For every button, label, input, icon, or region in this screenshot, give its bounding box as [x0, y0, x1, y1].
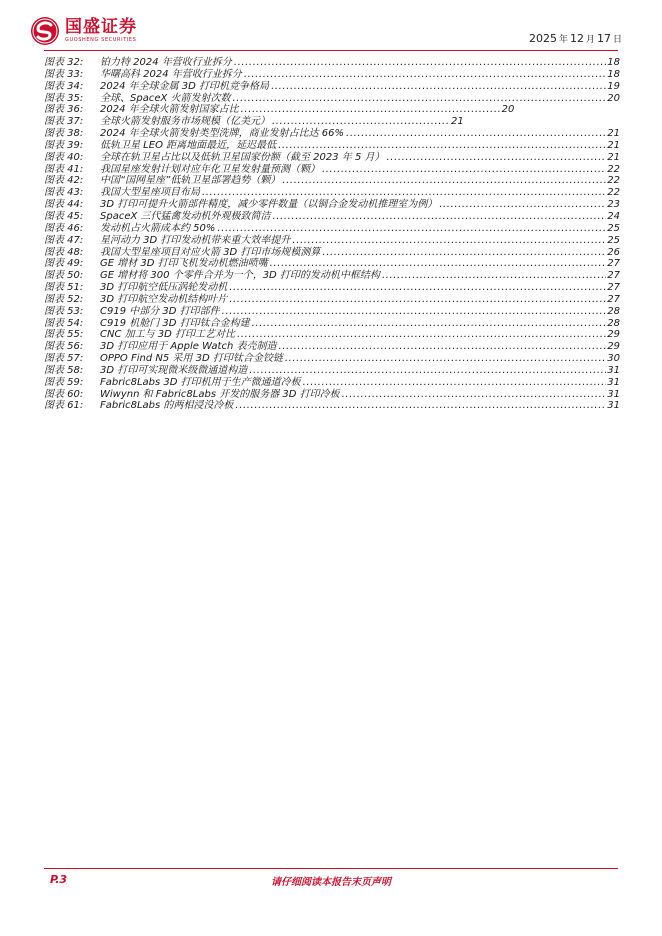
dot-leader — [303, 377, 607, 389]
figure-page-number: 26 — [607, 246, 620, 258]
figure-title: GE 增材将 300 个零件合并为一个，3D 打印的发动机中框结构 — [100, 270, 380, 282]
dot-leader — [249, 365, 606, 377]
figure-page-number: 29 — [607, 341, 620, 353]
dot-leader — [202, 187, 606, 199]
figure-label: 图表 55: — [44, 329, 84, 341]
figure-index-item[interactable] — [44, 81, 620, 93]
report-date — [529, 32, 624, 45]
dot-leader — [285, 353, 606, 365]
dot-leader — [270, 258, 607, 270]
dot-leader — [292, 235, 606, 247]
figure-index-item[interactable] — [44, 140, 620, 152]
date-month-unit: 月 — [585, 35, 595, 45]
figure-label: 图表 52: — [44, 293, 84, 305]
figure-index-item[interactable] — [44, 164, 620, 176]
figure-index-item[interactable] — [44, 187, 620, 199]
dot-leader — [278, 341, 606, 353]
figure-page-number: 31 — [607, 400, 620, 412]
figure-label: 图表 40: — [44, 151, 84, 163]
figure-label: 图表 48: — [44, 246, 84, 258]
figure-index-item[interactable] — [44, 365, 620, 377]
figure-index-item[interactable] — [44, 93, 620, 105]
dot-leader — [271, 81, 606, 93]
figure-page-number: 28 — [607, 305, 620, 317]
figure-page-number: 22 — [607, 175, 620, 187]
figure-title: GE 增材 3D 打印飞机发动机燃油喷嘴 — [100, 258, 268, 270]
guosheng-logo-icon — [30, 16, 60, 46]
header-divider — [44, 50, 618, 51]
dot-leader — [322, 164, 606, 176]
figure-page-number: 23 — [607, 199, 620, 211]
figure-page-number: 19 — [607, 80, 620, 92]
figure-index-item[interactable] — [44, 175, 620, 187]
figure-title: 2024 年全球火箭发射国家占比 — [100, 104, 239, 116]
figure-label: 图表 54: — [44, 317, 84, 329]
figure-title: 全球、SpaceX 火箭发射次数 — [100, 92, 231, 104]
figure-title: Fabric8Labs 的两相浸没冷板 — [100, 400, 234, 412]
figure-index-item[interactable] — [44, 341, 620, 353]
figure-index-item[interactable] — [44, 247, 620, 259]
figure-label: 图表 59: — [44, 376, 84, 388]
figure-label: 图表 43: — [44, 187, 84, 199]
figure-page-number: 18 — [607, 57, 620, 68]
figure-index-item[interactable] — [44, 199, 620, 211]
figure-title: CNC 加工与 3D 打印工艺对比 — [100, 329, 236, 341]
figure-label: 图表 58: — [44, 364, 84, 376]
figure-label: 图表 51: — [44, 282, 84, 294]
page-header — [0, 0, 662, 50]
figure-page-number: 25 — [607, 222, 620, 234]
figure-title: Fabric8Labs 3D 打印机用于生产微通道冷板 — [100, 376, 301, 388]
figure-label: 图表 61: — [44, 400, 84, 412]
figure-page-number: 28 — [607, 317, 620, 329]
disclaimer-note: 请仔细阅读本报告末页声明 — [271, 877, 391, 888]
figure-title: 我国大型星座项目布局 — [100, 187, 200, 199]
figure-title: 我国大型星座项目对应火箭 3D 打印市场规模测算 — [100, 246, 321, 258]
figure-label: 图表 57: — [44, 353, 84, 365]
company-logo — [30, 16, 137, 46]
dot-leader — [229, 282, 606, 294]
figure-index-item[interactable] — [44, 211, 620, 223]
figure-label: 图表 32: — [44, 57, 84, 68]
figure-label: 图表 49: — [44, 258, 84, 270]
figure-title: 华曙高科 2024 年营收行业拆分 — [100, 68, 242, 80]
dot-leader — [272, 116, 450, 128]
figure-title: 全球在轨卫星占比以及低轨卫星国家份额（截至 2023 年 5 月） — [100, 151, 385, 163]
figure-page-number: 20 — [501, 104, 515, 116]
figure-title: 铂力特 2024 年营收行业拆分 — [100, 57, 232, 68]
figure-title: 低轨卫星 LEO 距离地面最近，延迟最低 — [100, 139, 277, 151]
figure-title: 2024 年全球金属 3D 打印机竞争格局 — [100, 80, 270, 92]
dot-leader — [282, 175, 606, 187]
figure-index-item[interactable] — [44, 294, 620, 306]
figure-page-number: 27 — [607, 270, 620, 282]
figure-label: 图表 46: — [44, 222, 84, 234]
date-day-unit: 日 — [612, 35, 622, 45]
figure-label: 图表 41: — [44, 163, 84, 175]
figure-index-item[interactable] — [44, 152, 620, 164]
figure-index-item[interactable] — [44, 69, 620, 81]
figure-index-item[interactable] — [44, 258, 620, 270]
figure-label: 图表 37: — [44, 116, 84, 128]
figure-label: 图表 35: — [44, 92, 84, 104]
page-number: P.3 — [50, 873, 68, 886]
date-day: 17 — [596, 32, 611, 45]
figure-label: 图表 60: — [44, 388, 84, 400]
figure-label: 图表 36: — [44, 104, 84, 116]
dot-leader — [342, 389, 607, 401]
figure-page-number: 31 — [607, 364, 620, 376]
dot-leader — [252, 318, 607, 330]
figure-title: Wiwynn 和 Fabric8Labs 开发的服务器 3D 打印冷板 — [100, 388, 340, 400]
figure-label: 图表 44: — [44, 199, 84, 211]
figure-index-item[interactable] — [44, 389, 620, 401]
dot-leader — [229, 294, 606, 306]
dot-leader — [322, 247, 606, 259]
dot-leader — [387, 152, 607, 164]
footer-divider — [44, 868, 618, 869]
figure-label: 图表 39: — [44, 139, 84, 151]
dot-leader — [244, 69, 606, 81]
figure-title: 3D 打印航空低压涡轮发动机 — [100, 282, 228, 294]
figure-title: 我国星座发射计划对应年化卫星发射量预测（颗） — [100, 163, 320, 175]
dot-leader — [241, 104, 501, 116]
dot-leader — [278, 140, 606, 152]
figure-label: 图表 50: — [44, 270, 84, 282]
figure-page-number: 22 — [607, 187, 620, 199]
dot-leader — [222, 306, 607, 318]
dot-leader — [346, 128, 606, 140]
figure-index-item[interactable] — [44, 329, 620, 341]
figure-index-item[interactable] — [44, 116, 620, 128]
dot-leader — [439, 199, 606, 211]
dot-leader — [233, 93, 607, 105]
figure-label: 图表 47: — [44, 234, 84, 246]
figure-label: 图表 33: — [44, 68, 84, 80]
figure-index-item[interactable] — [44, 128, 620, 140]
logo-english-name: GUOSHENG SECURITIES — [65, 37, 137, 43]
figure-page-number: 21 — [607, 151, 620, 163]
figure-title: 2024 年全球火箭发射类型洗牌，商业发射占比达 66% — [100, 128, 345, 140]
dot-leader — [273, 211, 607, 223]
dot-leader — [235, 400, 606, 412]
figure-label: 图表 53: — [44, 305, 84, 317]
figure-page-number: 29 — [607, 329, 620, 341]
figure-index-item[interactable] — [44, 282, 620, 294]
figure-index-item[interactable] — [44, 57, 620, 69]
figure-index-item[interactable] — [44, 400, 620, 412]
figure-label: 图表 38: — [44, 128, 84, 140]
figure-page-number: 30 — [607, 353, 620, 365]
figure-page-number: 22 — [607, 163, 620, 175]
dot-leader — [382, 270, 606, 282]
figure-title: C919 机舱门 3D 打印钛合金构建 — [100, 317, 250, 329]
figure-title: C919 中部分 3D 打印部件 — [100, 305, 220, 317]
logo-chinese-name: 国盛证券 — [65, 17, 137, 37]
dot-leader — [237, 329, 606, 341]
figure-index-item[interactable] — [44, 377, 620, 389]
figure-page-number: 21 — [607, 128, 620, 140]
date-year-unit: 年 — [558, 35, 568, 45]
figure-title: 3D 打印应用于 Apple Watch 表壳制造 — [100, 341, 277, 353]
figure-index-item[interactable] — [44, 235, 620, 247]
dot-leader — [234, 57, 606, 69]
figure-page-number: 21 — [451, 116, 464, 128]
figure-label: 图表 42: — [44, 175, 84, 187]
figure-title: SpaceX 三代猛禽发动机外观极致简洁 — [100, 210, 271, 222]
figure-index-list — [44, 57, 620, 412]
figure-index-item[interactable] — [44, 318, 620, 330]
figure-title: 3D 打印航空发动机结构叶片 — [100, 293, 228, 305]
figure-label: 图表 34: — [44, 80, 84, 92]
figure-index-item[interactable] — [44, 353, 620, 365]
figure-title: 中国“国网星座”低轨卫星部署趋势（颗） — [100, 175, 281, 187]
figure-title: 3D 打印可实现微米级微通道构造 — [100, 364, 248, 376]
figure-title: 3D 打印可提升火箭部件精度，减少零件数量（以铜合金发动机推理室为例） — [100, 199, 438, 211]
figure-index-item[interactable] — [44, 223, 620, 235]
figure-page-number: 25 — [607, 234, 620, 246]
figure-label: 图表 56: — [44, 341, 84, 353]
figure-page-number: 31 — [607, 388, 620, 400]
figure-page-number: 21 — [607, 139, 620, 151]
dot-leader — [217, 223, 606, 235]
figure-page-number: 18 — [607, 68, 620, 80]
figure-title: 发动机占火箭成本约 50% — [100, 222, 216, 234]
figure-page-number: 31 — [607, 376, 620, 388]
figure-page-number: 27 — [607, 282, 620, 294]
figure-title: OPPO Find N5 采用 3D 打印钛合金铰链 — [100, 353, 283, 365]
figure-page-number: 20 — [607, 92, 620, 104]
date-month: 12 — [569, 32, 584, 45]
figure-page-number: 27 — [607, 258, 620, 270]
figure-index-item[interactable] — [44, 306, 620, 318]
figure-index-item[interactable] — [44, 270, 620, 282]
figure-title: 星河动力 3D 打印发动机带来重大效率提升 — [100, 234, 291, 246]
figure-title: 全球火箭发射服务市场规模（亿美元） — [100, 116, 270, 128]
figure-index-item[interactable] — [44, 104, 620, 116]
figure-label: 图表 45: — [44, 210, 84, 222]
date-year: 2025 — [528, 32, 557, 45]
figure-page-number: 27 — [607, 293, 620, 305]
figure-page-number: 24 — [607, 210, 620, 222]
